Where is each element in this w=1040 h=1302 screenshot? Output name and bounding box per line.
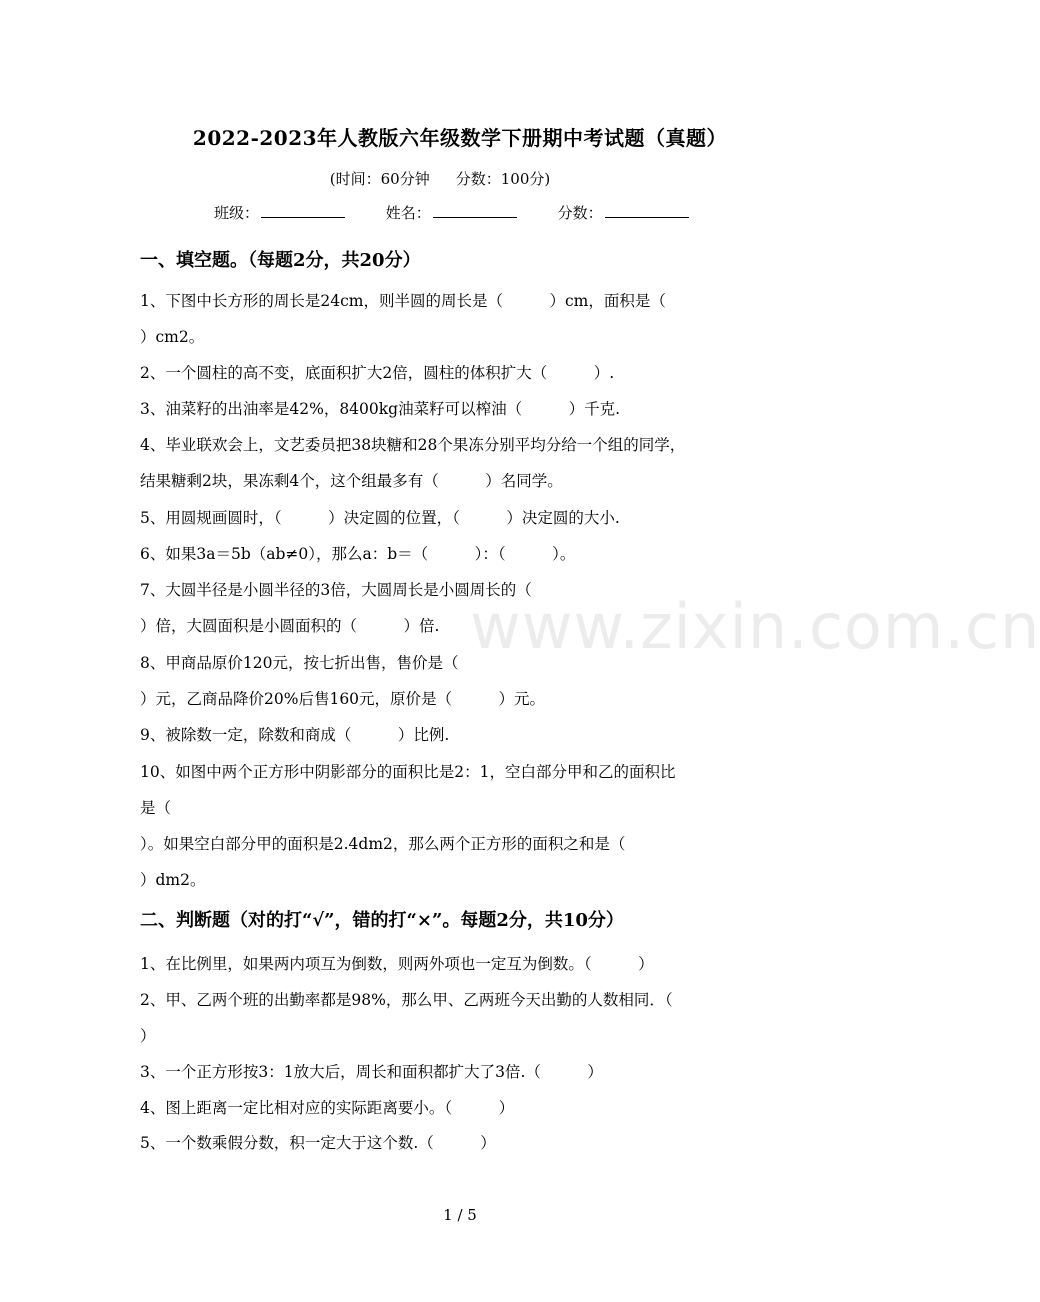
question-line: 10、如图中两个正方形中阴影部分的面积比是2：1，空白部分甲和乙的面积比 — [140, 763, 676, 781]
class-field — [214, 202, 345, 223]
question-line: 1、在比例里，如果两内项互为倒数，则两外项也一定互为倒数。（ ） — [140, 955, 654, 973]
question-line: 6、如果3a＝5b（ab≠0），那么a：b＝（ ）：（ ）。 — [140, 545, 576, 563]
exam-subtitle — [0, 168, 880, 189]
student-info-row — [214, 202, 725, 223]
class-label: 班级： — [214, 204, 260, 222]
question-line: ）元，乙商品降价20%后售160元，原价是（ ）元。 — [140, 690, 546, 708]
question-line: 4、毕业联欢会上，文艺委员把38块糖和28个果冻分别平均分给一个组的同学， — [140, 436, 686, 454]
class-blank — [261, 203, 345, 218]
question-line: 8、甲商品原价120元，按七折出售，售价是（ — [140, 654, 459, 672]
question-line: 7、大圆半径是小圆半径的3倍，大圆周长是小圆周长的（ — [140, 581, 532, 599]
question-line: 4、图上距离一定比相对应的实际距离要小。（ ） — [140, 1099, 515, 1117]
exam-title: 2022-2023年人教版六年级数学下册期中考试题（真题） — [192, 126, 728, 150]
question-line: 5、一个数乘假分数，积一定大于这个数.（ ） — [140, 1134, 496, 1152]
time-info: (时间：60分钟 — [329, 170, 430, 188]
section1-heading: 一、填空题。（每题2分，共20分） — [140, 250, 421, 271]
question-line: 9、被除数一定，除数和商成（ ）比例. — [140, 726, 450, 744]
score-label: 分数： — [557, 204, 603, 222]
section2-heading: 二、判断题（对的打“√”，错的打“×”。每题2分，共10分） — [140, 910, 624, 931]
question-line: ）dm2。 — [140, 871, 206, 889]
name-label: 姓名： — [385, 204, 431, 222]
watermark: www.zixin.com.cn — [470, 590, 1040, 663]
question-line: 结果糖剩2块，果冻剩4个，这个组最多有（ ）名同学。 — [140, 472, 563, 490]
name-blank — [433, 203, 517, 218]
question-line: ）。如果空白部分甲的面积是2.4dm2，那么两个正方形的面积之和是（ — [140, 835, 626, 853]
question-line: 2、甲、乙两个班的出勤率都是98%，那么甲、乙两班今天出勤的人数相同．（ — [140, 991, 673, 1009]
question-line: ）倍，大圆面积是小圆面积的（ ）倍. — [140, 617, 440, 635]
question-line: 1、下图中长方形的周长是24cm，则半圆的周长是（ ）cm，面积是（ — [140, 292, 666, 310]
question-line: 2、一个圆柱的高不变，底面积扩大2倍，圆柱的体积扩大（ ）. — [140, 364, 615, 382]
question-line: 3、油菜籽的出油率是42%，8400kg油菜籽可以榨油（ ）千克. — [140, 400, 621, 418]
question-line: 5、用圆规画圆时，（ ）决定圆的位置，（ ）决定圆的大小. — [140, 509, 620, 527]
name-field — [386, 202, 517, 223]
score-info: 分数：100分) — [455, 170, 551, 188]
question-line: ）cm2。 — [140, 328, 205, 346]
page-number: 1 / 5 — [443, 1206, 477, 1224]
question-line: ） — [140, 1027, 156, 1045]
question-line: 是（ — [140, 799, 172, 817]
score-field — [558, 202, 689, 223]
question-line: 3、一个正方形按3：1放大后，周长和面积都扩大了3倍.（ ） — [140, 1063, 603, 1081]
score-blank — [605, 203, 689, 218]
